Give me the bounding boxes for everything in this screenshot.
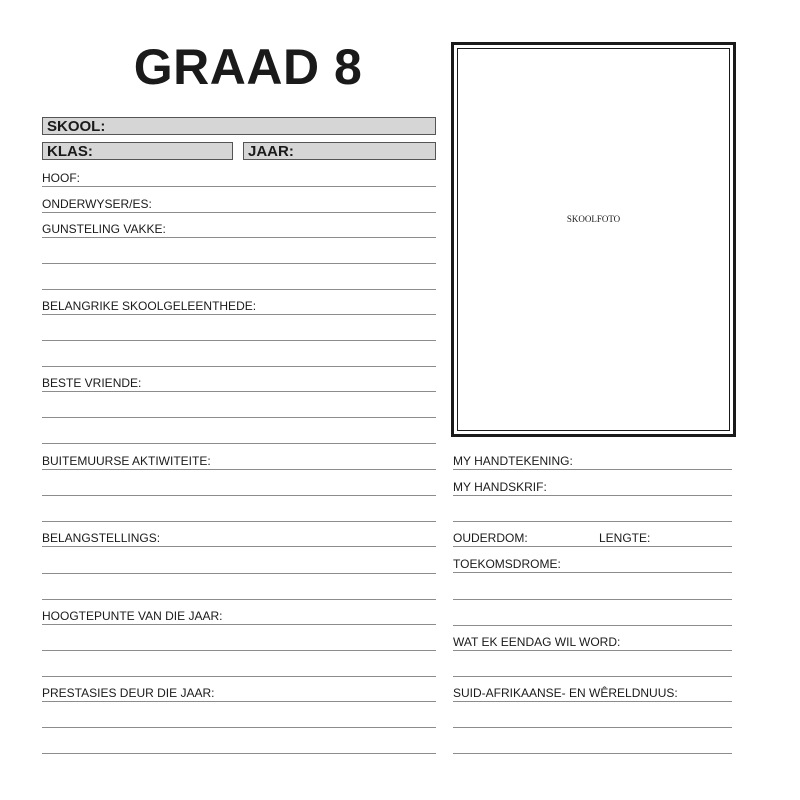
- interests-label: BELANGSTELLINGS:: [42, 531, 161, 545]
- write-line[interactable]: [42, 443, 436, 444]
- write-line[interactable]: [453, 727, 732, 728]
- handwriting-label: MY HANDSKRIF:: [453, 480, 547, 494]
- photo-label: SKOOLFOTO: [566, 214, 621, 224]
- dreams-label: TOEKOMSDROME:: [453, 557, 561, 571]
- want-to-be-label: WAT EK EENDAG WIL WORD:: [453, 635, 621, 649]
- page-title: GRAAD 8: [133, 39, 363, 95]
- age-label: OUDERDOM:: [453, 531, 528, 545]
- achievements-label: PRESTASIES DEUR DIE JAAR:: [42, 686, 215, 700]
- extramural-field[interactable]: [42, 450, 436, 470]
- photo-inner-border: [457, 48, 730, 431]
- school-label: SKOOL:: [47, 118, 106, 135]
- handwriting-field[interactable]: [453, 476, 732, 496]
- extramural-label: BUITEMUURSE AKTIWITEITE:: [42, 454, 211, 468]
- write-line[interactable]: [42, 417, 436, 418]
- signature-field[interactable]: [453, 450, 732, 470]
- write-line[interactable]: [453, 676, 732, 677]
- write-line[interactable]: [453, 599, 732, 600]
- class-field[interactable]: [42, 142, 233, 160]
- write-line[interactable]: [42, 495, 436, 496]
- write-line[interactable]: [42, 599, 436, 600]
- news-label: SUID-AFRIKAANSE- EN WÊRELDNUUS:: [453, 686, 678, 700]
- write-line[interactable]: [42, 573, 436, 574]
- achievements-field[interactable]: [42, 682, 436, 702]
- height-label: LENGTE:: [599, 531, 651, 545]
- write-line[interactable]: [42, 366, 436, 367]
- principal-field[interactable]: [42, 167, 436, 187]
- best-friends-field[interactable]: [42, 372, 436, 392]
- highlights-field[interactable]: [42, 605, 436, 625]
- important-events-label: BELANGRIKE SKOOLGELEENTHEDE:: [42, 299, 257, 313]
- dreams-field[interactable]: [453, 553, 732, 573]
- year-field[interactable]: [243, 142, 436, 160]
- age-height-field[interactable]: [453, 527, 732, 547]
- school-field[interactable]: [42, 117, 436, 135]
- teachers-label: ONDERWYSER/ES:: [42, 197, 152, 211]
- best-friends-label: BESTE VRIENDE:: [42, 376, 142, 390]
- news-field[interactable]: [453, 682, 732, 702]
- interests-field[interactable]: [42, 527, 436, 547]
- write-line[interactable]: [42, 340, 436, 341]
- year-label: JAAR:: [248, 143, 294, 160]
- highlights-label: HOOGTEPUNTE VAN DIE JAAR:: [42, 609, 223, 623]
- principal-label: HOOF:: [42, 171, 80, 185]
- school-photo-frame[interactable]: [451, 42, 736, 437]
- write-line[interactable]: [42, 263, 436, 264]
- write-line[interactable]: [42, 753, 436, 754]
- favourite-subjects-field[interactable]: [42, 218, 436, 238]
- write-line[interactable]: [42, 289, 436, 290]
- teachers-field[interactable]: [42, 193, 436, 213]
- important-events-field[interactable]: [42, 295, 436, 315]
- class-label: KLAS:: [47, 143, 93, 160]
- write-line[interactable]: [42, 650, 436, 651]
- write-line[interactable]: [453, 625, 732, 626]
- write-line[interactable]: [42, 676, 436, 677]
- write-line[interactable]: [42, 521, 436, 522]
- signature-label: MY HANDTEKENING:: [453, 454, 573, 468]
- want-to-be-field[interactable]: [453, 631, 732, 651]
- write-line[interactable]: [453, 753, 732, 754]
- write-line[interactable]: [453, 521, 732, 522]
- write-line[interactable]: [42, 727, 436, 728]
- favourite-subjects-label: GUNSTELING VAKKE:: [42, 222, 166, 236]
